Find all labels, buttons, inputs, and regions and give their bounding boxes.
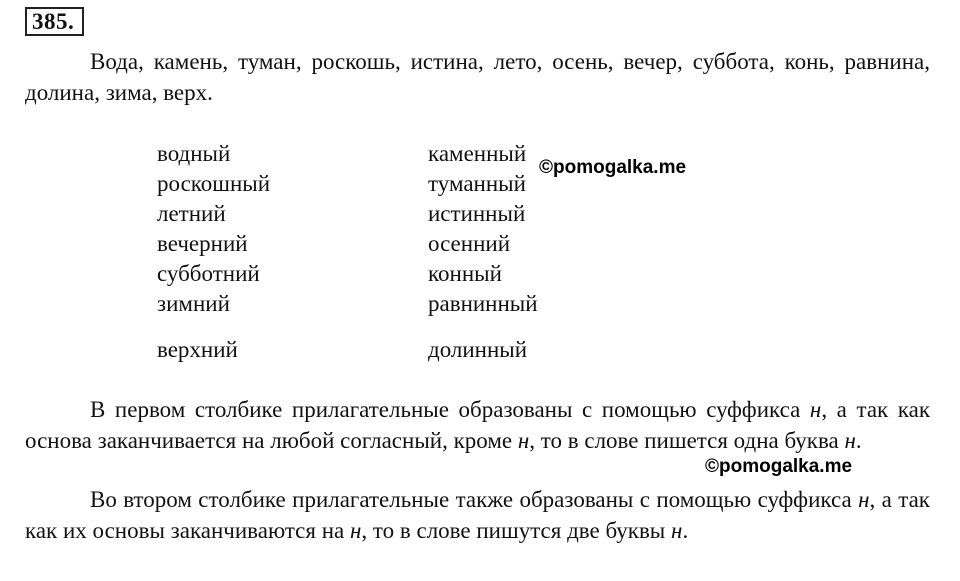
- explanation-paragraph-2: [25, 484, 930, 546]
- column-1-word: зимний: [157, 291, 230, 316]
- explanation-text: , то в слове пишутся две буквы: [361, 518, 672, 543]
- suffix-letter: н: [844, 428, 856, 453]
- suffix-letter: н: [517, 428, 530, 453]
- exercise-number: 385.: [25, 7, 84, 36]
- explanation-text: , а так как основа заканчивается на любой согласный, кроме: [25, 397, 930, 453]
- explanation-text: Во втором столбике прилагательные также образованы с помощью суффикса: [90, 487, 859, 512]
- watermark: ©pomogalka.me: [539, 157, 687, 178]
- explanation-text: , а так как их основы заканчиваются на: [25, 487, 930, 543]
- explanation-text: .: [682, 518, 689, 543]
- suffix-letter: н: [858, 487, 870, 512]
- explanation-text: .: [855, 428, 862, 453]
- column-1-word: субботний: [157, 261, 260, 286]
- column-1-word: верхний: [157, 337, 238, 362]
- column-2-word: равнинный: [428, 291, 538, 316]
- task-text: [25, 46, 930, 108]
- column-2-word: туманный: [428, 171, 526, 196]
- task-text-content: Вода, камень, туман, роскошь, истина, лето, осень, вечер, суббота, конь, равнина, долина, зима, верх.: [25, 49, 930, 105]
- column-1-word: роскошный: [157, 171, 271, 196]
- column-2-word: истинный: [428, 201, 526, 226]
- column-2-word: осенний: [428, 231, 511, 256]
- column-2-word: конный: [428, 261, 502, 286]
- column-1-word: летний: [157, 201, 226, 226]
- watermark: ©pomogalka.me: [705, 456, 853, 477]
- suffix-letter: н: [671, 518, 683, 543]
- explanation-text: В первом столбике прилагательные образованы с помощью суффикса: [90, 397, 810, 422]
- suffix-letter: н: [349, 518, 362, 543]
- column-1-word: вечерний: [157, 231, 248, 256]
- column-2-word: каменный: [428, 141, 527, 166]
- column-2-word: долинный: [428, 337, 528, 362]
- column-1-word: водный: [157, 141, 231, 166]
- explanation-text: , то в слове пишется одна буква: [529, 428, 845, 453]
- suffix-letter: н: [809, 397, 822, 422]
- explanation-paragraph-1: [25, 394, 930, 456]
